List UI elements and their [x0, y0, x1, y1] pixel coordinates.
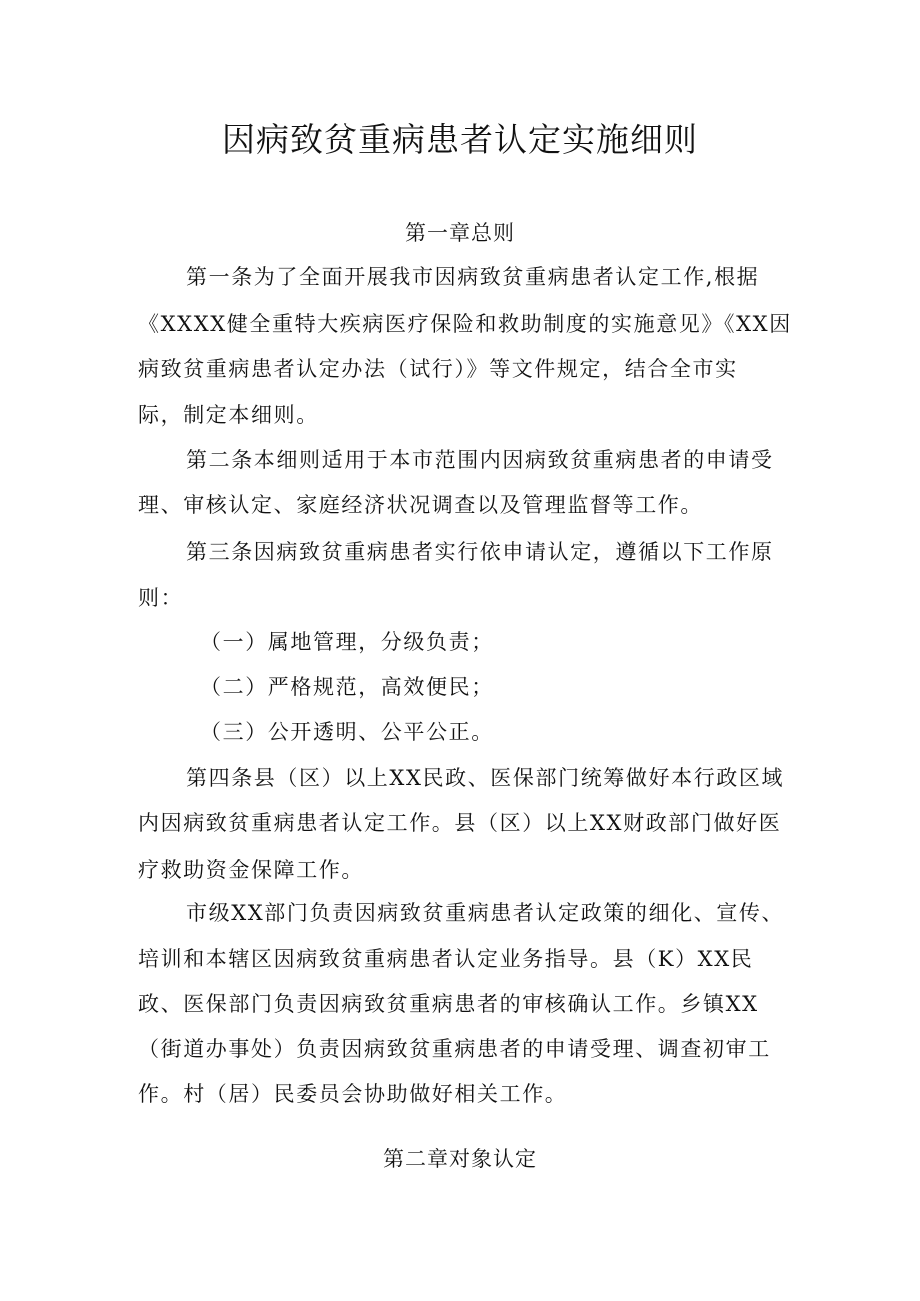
article-1-line-2: 《XXXX健全重特大疾病医疗保险和救助制度的实施意见》《XX因 [138, 312, 792, 336]
article-4-line-1: 第四条县（区）以上XX民政、医保部门统筹做好本行政区域 [186, 766, 785, 790]
principle-item-1: （一）属地管理，分级负责； [200, 630, 494, 654]
chapter-heading-2: 第二章对象认定 [383, 1147, 537, 1171]
principle-item-2: （二）严格规范，高效便民； [200, 675, 494, 699]
article-2-line-2: 理、审核认定、家庭经济状况调查以及管理监督等工作。 [138, 493, 703, 517]
article-1-line-3: 病致贫重病患者认定办法（试行）》等文件规定，结合全市实 [138, 357, 738, 381]
paragraph-5-line-3: 政、医保部门负责因病致贫重病患者的审核确认工作。乡镇XX [138, 992, 759, 1016]
principle-item-3: （三）公开透明、公平公正。 [200, 720, 494, 744]
article-2-line-1: 第二条本细则适用于本市范围内因病致贫重病患者的申请受 [186, 448, 774, 472]
chapter-heading-1: 第一章总则 [405, 221, 515, 245]
article-4-line-2: 内因病致贫重病患者认定工作。县（区）以上XX财政部门做好医 [138, 811, 782, 835]
paragraph-5-line-5: 作。村（居）民委员会协助做好相关工作。 [138, 1082, 568, 1106]
article-4-line-3: 疗救助资金保障工作。 [138, 858, 364, 882]
paragraph-5-line-4: （街道办事处）负责因病致贫重病患者的申请受理、调查初审工 [138, 1037, 771, 1061]
article-1-line-1: 第一条为了全面开展我市因病致贫重病患者认定工作,根据 [186, 265, 760, 289]
article-3-line-2: 则： [138, 586, 184, 610]
document-title: 因病致贫重病患者认定实施细则 [222, 120, 698, 159]
article-1-line-4: 际，制定本细则。 [138, 403, 319, 427]
paragraph-5-line-1: 市级XX部门负责因病致贫重病患者认定政策的细化、宣传、 [186, 901, 785, 925]
paragraph-5-line-2: 培训和本辖区因病致贫重病患者认定业务指导。县（K）XX民 [138, 947, 754, 971]
article-3-line-1: 第三条因病致贫重病患者实行依申请认定，遵循以下工作原 [186, 540, 774, 564]
